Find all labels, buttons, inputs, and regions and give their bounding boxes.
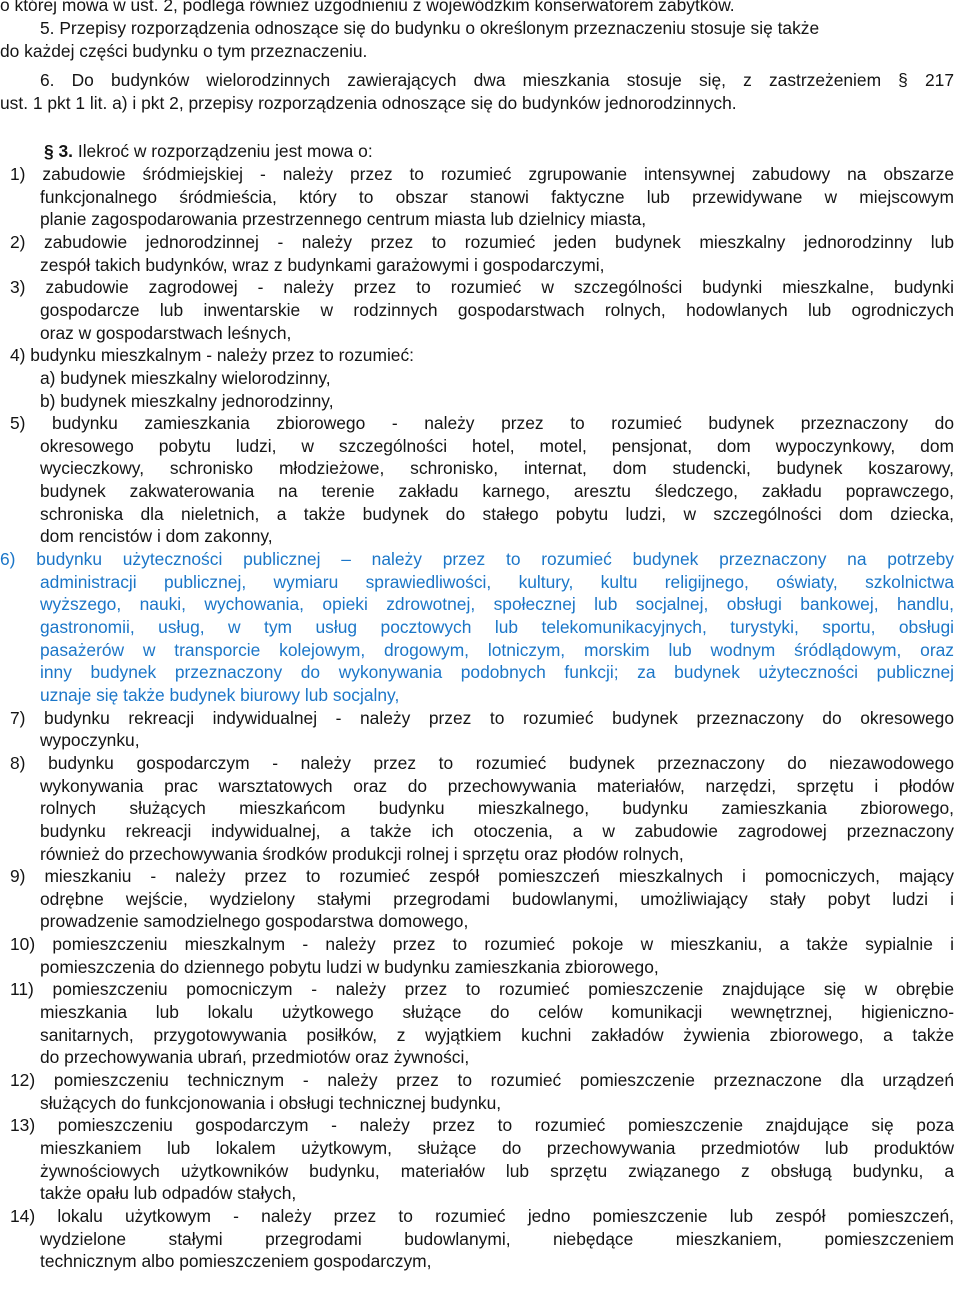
definition-line: 4) budynku mieszkalnym - należy przez to rozumieć: (10, 345, 415, 366)
definition-line: sanitarnych, przygotowywania posiłków, z wyjątkiem kuchni zakładów żywienia zbiorowego, a także (40, 1024, 954, 1045)
definition-line: 1) zabudowie śródmiejskiej - należy przez to rozumieć zgrupowanie intensywnej zabudowy na obszarze (10, 164, 954, 184)
definition-line: pomieszczenia do dziennego pobytu ludzi w budynku zamieszkania zbiorowego, (40, 956, 659, 977)
definition-line: funkcjonalnego śródmieścia, który to obszar stanowi faktyczne lub przewidywane w miejscowym (40, 186, 954, 207)
definition-line: 9) mieszkaniu - należy przez to rozumieć zespół pomieszczeń mieszkalnych i pomocniczych, mający (10, 866, 954, 887)
definition-line: mieszkaniem lub lokalem użytkowym, służące do przechowywania przedmiotów lub produktów (40, 1137, 954, 1158)
intro-line: o której mowa w ust. 2, podlega również uzgodnieniu z wojewódzkim konserwatorem zabytków. (0, 0, 735, 15)
definition-line: rolnych służących mieszkańcom budynku mieszkalnego, budynku zamieszkania zbiorowego, (40, 798, 954, 819)
definition-line: wyższego, nauki, wychowania, opieki zdrowotnej, społecznej lub socjalnej, obsługi bankowej, handlu, (40, 594, 954, 615)
intro-line: ust. 1 pkt 1 lit. a) i pkt 2, przepisy rozporządzenia odnoszące się do budynków jednorodzinnych. (0, 93, 737, 113)
definition-line: 12) pomieszczeniu technicznym - należy przez to rozumieć pomieszczenie przeznaczone dla urządzeń (10, 1070, 954, 1090)
definition-line: inny budynek przeznaczony do wykonywania podobnych funkcji; za budynek użyteczności publicznej (40, 662, 954, 683)
definition-line: wydzielone stałymi przegrodami budowlanymi, niebędące mieszkaniem, pomieszczeniem (40, 1228, 954, 1249)
definition-line: oraz w gospodarstwach leśnych, (40, 322, 292, 343)
definition-line: schroniska dla nieletnich, a także budynek do stałego pobytu ludzi, w szczególności dom dziecka, (40, 503, 954, 524)
definition-line: do przechowywania ubrań, przedmiotów oraz żywności, (40, 1047, 470, 1068)
definition-line: 2) zabudowie jednorodzinnej - należy przez to rozumieć jeden budynek mieszkalny jednorodzinny lub (10, 231, 954, 252)
definition-line: odrębne wejście, wydzielony stałymi przegrodami budowlanymi, umożliwiający stały pobyt ludzi i (40, 888, 954, 909)
definition-line: 8) budynku gospodarczym - należy przez to rozumieć budynek przeznaczony do niezawodowego (10, 752, 954, 773)
definition-line: pasażerów w transporcie kolejowym, drogowym, lotniczym, morskim lub wodnym śródlądowym, oraz (40, 639, 954, 660)
definition-line: 13) pomieszczeniu gospodarczym - należy przez to rozumieć pomieszczenie znajdujące się poza (10, 1115, 954, 1136)
definition-line: wycieczkowy, schronisko młodzieżowe, schronisko, internat, dom studencki, budynek koszarowy, (40, 458, 954, 479)
definition-line: budynek zakwaterowania na terenie zakładu karnego, aresztu śledczego, zakładu poprawczego, (40, 481, 954, 502)
definition-line: zespół takich budynków, wraz z budynkami garażowymi i gospodarczymi, (40, 254, 605, 275)
definition-line: dom rencistów i dom zakonny, (40, 526, 273, 547)
definition-line: także opału lub odpadów stałych, (40, 1183, 297, 1204)
definition-line: gospodarcze lub inwentarskie w rodzinnych gospodarstwach rolnych, hodowlanych lub ogrodniczych (40, 299, 954, 320)
intro-line: do każdej części budynku o tym przeznaczeniu. (0, 41, 368, 61)
definition-line: b) budynek mieszkalny jednorodzinny, (40, 390, 334, 411)
definition-line: planie zagospodarowania przestrzennego centrum miasta lub dzielnicy miasta, (40, 209, 647, 230)
definition-line: uznaje się także budynek biurowy lub socjalny, (40, 684, 400, 705)
intro-line: 5. Przepisy rozporządzenia odnoszące się do budynku o określonym przeznaczeniu stosuje się także (40, 18, 820, 38)
definition-line: 10) pomieszczeniu mieszkalnym - należy przez to rozumieć pokoje w mieszkaniu, a także sypialnie i (10, 934, 954, 955)
intro-line: 6. Do budynków wielorodzinnych zawierających dwa mieszkania stosuje się, z zastrzeżeniem § 217 (40, 70, 954, 90)
definition-line: administracji publicznej, wymiaru sprawiedliwości, kultury, kultu religijnego, oświaty, szkolnictwa (40, 571, 954, 592)
definition-line: mieszkania lub lokalu użytkowego służące do celów komunikacji wewnętrznej, higieniczno- (40, 1002, 954, 1023)
definition-line: 7) budynku rekreacji indywidualnej - należy przez to rozumieć budynek przeznaczony do okresowego (10, 707, 954, 728)
definition-line: a) budynek mieszkalny wielorodzinny, (40, 367, 331, 388)
definition-line: również do przechowywania środków produkcji rolnej i sprzętu oraz płodów rolnych, (40, 843, 684, 864)
definition-line: okresowego pobytu ludzi, w szczególności hotel, motel, pensjonat, dom wypoczynkowy, dom (40, 435, 954, 456)
definition-line: prowadzenie samodzielnego gospodarstwa domowego, (40, 911, 469, 932)
definition-line: służących do funkcjonowania i obsługi technicznej budynku, (40, 1092, 502, 1113)
definition-line: 3) zabudowie zagrodowej - należy przez to rozumieć w szczególności budynki mieszkalne, budynki (10, 277, 954, 298)
definition-line: 14) lokalu użytkowym - należy przez to rozumieć jedno pomieszczenie lub zespół pomieszczeń, (10, 1205, 954, 1226)
definition-line: 6) budynku użyteczności publicznej – należy przez to rozumieć budynek przeznaczony na potrzeby (0, 549, 954, 570)
definition-line: żywnościowych użytkowników budynku, materiałów lub sprzętu związanego z obsługą budynku, a (40, 1160, 954, 1181)
section-lead: Ilekroć w rozporządzeniu jest mowa o: (77, 141, 373, 161)
section-heading (44, 140, 960, 163)
definition-line: 11) pomieszczeniu pomocniczym - należy przez to rozumieć pomieszczenie znajdujące się w obrębie (10, 979, 954, 1000)
definition-line: gastronomii, usług, w tym usług pocztowych lub telekomunikacyjnych, turystyki, sportu, obsługi (40, 617, 954, 637)
definition-line: wykonywania prac warsztatowych oraz do przechowywania materiałów, narzędzi, sprzętu i płodów (40, 775, 954, 796)
section-number: § 3. (44, 141, 74, 161)
definition-line: budynku rekreacji indywidualnej, a także ich otoczenia, a w zabudowie zagrodowej przeznaczony (40, 820, 954, 841)
definition-line: 5) budynku zamieszkania zbiorowego - należy przez to rozumieć budynek przeznaczony do (10, 413, 954, 434)
definition-line: technicznym albo pomieszczeniem gospodarczym, (40, 1251, 432, 1272)
definition-line: wypoczynku, (40, 730, 140, 751)
